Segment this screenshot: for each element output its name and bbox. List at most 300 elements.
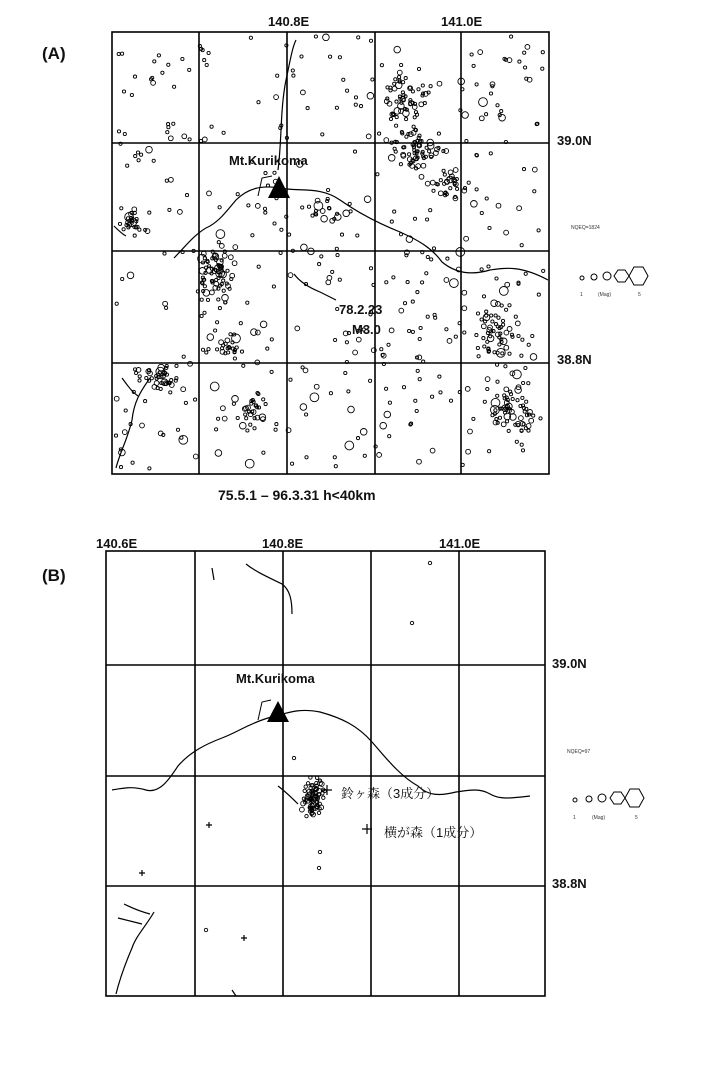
panel-a-epicenter [163, 252, 166, 255]
panel-a-epicenter [348, 202, 351, 205]
panel-a-epicenter [429, 85, 432, 88]
panel-a-epicenter [119, 466, 122, 469]
panel-a-epicenter [432, 247, 435, 250]
panel-a-epicenter [133, 75, 136, 78]
panel-a-epicenter [140, 423, 145, 428]
panel-a-epicenter [242, 364, 245, 367]
panel-a-epicenter [520, 443, 523, 446]
panel-a-epicenter [217, 241, 220, 244]
panel-a-epicenter [173, 85, 176, 88]
panel-a-epicenter [380, 422, 387, 429]
panel-a-epicenter [246, 301, 249, 304]
panel-a-epicenter [445, 328, 448, 331]
panel-a-epicenter [146, 146, 153, 153]
panel-a-epicenter [517, 206, 522, 211]
panel-a-epicenter [205, 63, 208, 66]
panel-a-epicenter [222, 131, 225, 134]
panel-a-epicenter [399, 163, 402, 166]
panel-a-epicenter [200, 314, 203, 317]
panel-b-epicenter [306, 782, 309, 785]
panel-a-epicenter [131, 461, 134, 464]
panel-a-epicenter [229, 333, 232, 336]
panel-a-epicenter [263, 207, 266, 210]
panel-a-epicenter [376, 173, 379, 176]
panel-a-epicenter [257, 265, 260, 268]
panel-a-epicenter [395, 124, 398, 127]
panel-a-epicenter [402, 81, 405, 84]
panel-b-s-tick [232, 990, 236, 996]
panel-a-epicenter [380, 348, 383, 351]
panel-a-epicenter [472, 417, 475, 420]
panel-a-epicenter [175, 364, 178, 367]
panel-a-epicenter [417, 67, 420, 70]
panel-a-epicenter [399, 233, 402, 236]
panel-a-epicenter [219, 244, 224, 249]
panel-a-epicenter [123, 132, 126, 135]
panel-a-epicenter [405, 135, 408, 138]
panel-a-epicenter [532, 167, 537, 172]
panel-a-epicenter [416, 164, 421, 169]
panel-a-epicenter [144, 400, 147, 403]
panel-a-epicenter [487, 265, 490, 268]
panel-a-boundary-lines [114, 40, 548, 468]
panel-a-epicenter [118, 222, 121, 225]
panel-a-epicenter [135, 371, 138, 374]
panel-a-epicenter [489, 152, 492, 155]
panel-a-epicenter [467, 181, 470, 184]
panel-b-sw-fault [118, 904, 150, 924]
panel-a-epicenter [520, 354, 523, 357]
panel-a-epicenter [444, 278, 449, 283]
panel-a-epicenter [465, 387, 470, 392]
panel-a-epicenter [292, 74, 295, 77]
panel-a-epicenter [393, 210, 396, 213]
panel-a-epicenter [326, 197, 329, 200]
panel-b-sw-border [116, 912, 154, 994]
panel-a-epicenter [429, 209, 432, 212]
panel-a-epicenter [498, 343, 501, 346]
panel-a-epicenter [321, 215, 328, 222]
panel-a-epicenter [413, 116, 416, 119]
panel-a-epicenter [130, 93, 133, 96]
panel-a-legend-mag1 [580, 276, 584, 280]
panel-a-epicenter [138, 375, 141, 378]
panel-a-epicenter [416, 291, 419, 294]
panel-a-epicenter [257, 101, 260, 104]
panel-a-epicenter [301, 366, 304, 369]
panel-a-epicenter [389, 328, 394, 333]
panel-a-epicenter [159, 387, 162, 390]
panel-a-epicenter [421, 163, 426, 168]
panel-a-epicenter [273, 222, 276, 225]
panel-a-epicenter [222, 253, 227, 258]
panel-a-epicenter [200, 298, 203, 301]
panel-a-epicenter [181, 387, 186, 392]
panel-a-epicenter [388, 401, 391, 404]
panel-a-epicenter [539, 417, 542, 420]
panel-a-epicenter [359, 105, 362, 108]
panel-a-epicenter [408, 153, 411, 156]
panel-a-epicenter [193, 454, 198, 459]
panel-a-epicenter [205, 351, 208, 354]
panel-b-legend-mag2 [586, 796, 592, 802]
panel-a-epicenter [253, 427, 256, 430]
panel-a-epicenter [476, 346, 479, 349]
panel-a-epicenter [476, 312, 479, 315]
panel-a-sw-fault [122, 378, 138, 396]
panel-a-epicenter [260, 321, 267, 328]
panel-b-legend-max: 5 [635, 815, 638, 821]
panel-a-epicenter [327, 188, 330, 191]
panel-a-epicenter [275, 423, 278, 426]
panel-a-epicenter [392, 276, 395, 279]
panel-a-epicenter [270, 338, 273, 341]
panel-a-epicenter [136, 151, 139, 154]
panel-a-epicenter [305, 413, 308, 416]
panel-a-epicenter [291, 69, 294, 72]
panel-a-epicenter [320, 209, 325, 214]
panel-a-legend-mag5 [629, 267, 648, 285]
panel-a-caption: 75.5.1 – 96.3.31 h<40km [218, 487, 376, 503]
panel-a-epicenter [472, 64, 475, 67]
panel-a-lat-tick-39-0: 39.0N [557, 133, 592, 148]
panel-b-prefecture-border [112, 710, 530, 798]
panel-a-epicenter [369, 39, 372, 42]
panel-a-epicenter [320, 255, 323, 258]
panel-a-epicenter [421, 281, 424, 284]
panel-a-epicenter [494, 314, 497, 317]
panel-a-epicenter [485, 197, 488, 200]
panel-a-epicenter [323, 34, 330, 41]
panel-a-epicenter [394, 46, 401, 53]
panel-a-epicenter [301, 244, 308, 251]
panel-a-epicenter [523, 51, 526, 54]
panel-a-legend-mag3 [603, 272, 611, 280]
panel-a-epicenter [475, 334, 478, 337]
panel-a-epicenter [357, 36, 360, 39]
panel-a-epicenter [262, 451, 265, 454]
panel-a-epicenter [216, 230, 225, 239]
panel-a-epicenter [176, 428, 179, 431]
panel-a-epicenter [117, 130, 120, 133]
panel-a-epicenter [475, 188, 478, 191]
panel-a-epicenter [453, 168, 458, 173]
panel-a-epicenter [354, 96, 357, 99]
panel-a-epicenter [430, 448, 435, 453]
panel-b-epicenter [322, 796, 325, 799]
panel-a-epicenter [270, 370, 273, 373]
panel-a-epicenter [274, 95, 279, 100]
panel-a-epicenter [502, 323, 505, 326]
panel-a-epicenter [203, 285, 206, 288]
panel-a-epicenter [188, 68, 191, 71]
panel-a-epicenter [419, 326, 422, 329]
panel-a-epicenter [497, 316, 500, 319]
panel-b-lon-tick-141-0: 141.0E [439, 536, 481, 551]
panel-a-epicenter [533, 190, 536, 193]
panel-a-epicenter [504, 230, 509, 235]
panel-a-epicenter [387, 343, 390, 346]
panel-a-epicenter [127, 272, 134, 279]
panel-a-epicenter [525, 400, 528, 403]
panel-a-epicenter [246, 429, 249, 432]
panel-a-legend-mag2 [591, 274, 597, 280]
panel-a-epicenter [222, 416, 227, 421]
panel-a-epicenter [169, 177, 174, 182]
panel-a-epicenter [114, 396, 119, 401]
panel-a-epicenter [511, 397, 514, 400]
panel-b-boundary-lines [112, 564, 530, 996]
panel-a-epicenter [181, 57, 184, 60]
panel-a-epicenter [353, 350, 358, 355]
panel-a-epicenter [504, 387, 509, 392]
panel-a-epicenter [307, 205, 310, 208]
panel-a-epicenter [508, 352, 511, 355]
panel-a-epicenter [245, 459, 254, 468]
panel-a-epicenter [347, 390, 350, 393]
panel-a-epicenter [232, 402, 235, 405]
panel-a-epicenter [310, 393, 319, 402]
panel-a-legend-unit: (Mag) [598, 292, 612, 298]
panel-a-epicenter [335, 106, 338, 109]
panel-a-epicenter [168, 136, 173, 141]
panel-a-epicenter [531, 334, 534, 337]
panel-b-cross-extra-3 [241, 935, 247, 941]
panel-a-epicenter [228, 255, 233, 260]
panel-a-epicenter [122, 430, 127, 435]
panel-a-epicenter [168, 208, 171, 211]
panel-a-epicenter [408, 329, 411, 332]
panel-b-epicenter [305, 814, 308, 817]
panel-b-legend-min: 1 [573, 815, 576, 821]
panel-a-epicenter [462, 290, 467, 295]
panel-a-epicenter [541, 67, 544, 70]
panel-a-epicenter [489, 92, 492, 95]
panel-a-epicenter [301, 206, 304, 209]
panel-a-epicenter [496, 203, 501, 208]
panel-a-epicenter [356, 337, 361, 342]
panel-a-epicenter [496, 104, 499, 107]
panel-a-legend [580, 267, 648, 285]
panel-a-epicenter [233, 357, 236, 360]
panel-a-epicenter [185, 194, 188, 197]
panel-a-epicenter [402, 386, 405, 389]
panel-a-epicenter [226, 269, 229, 272]
panel-a-epicenter [463, 331, 466, 334]
panel-a-epicenter [447, 339, 452, 344]
panel-a-epicenter [397, 70, 402, 75]
panel-a-epicenter [485, 310, 488, 313]
panel-a-epicenter [233, 245, 238, 250]
panel-a-epicenter [360, 429, 367, 436]
panel-a-epicenter [165, 306, 168, 309]
panel-a-epicenter [486, 340, 489, 343]
panel-a-epicenter [515, 440, 518, 443]
panel-a-epicenter [214, 329, 217, 332]
panel-a-epicenter [367, 93, 374, 100]
panel-a-epicenter [182, 134, 187, 139]
panel-a-epicenter [289, 378, 292, 381]
panel-a-epicenter [137, 159, 140, 162]
panel-a-epicenter [470, 53, 473, 56]
panel-b-epicenter [318, 850, 321, 853]
panel-a-epicenter [356, 234, 359, 237]
panel-a-epicenter [501, 319, 504, 322]
panel-b-cross-extra-1 [206, 822, 212, 828]
panel-a-epicenter [224, 342, 227, 345]
panel-a-epicenter [273, 171, 276, 174]
panel-b-station-2-label: 横が森（1成分） [384, 825, 483, 840]
panel-a-epicenter [518, 60, 521, 63]
panel-a-volcano-label: Mt.Kurikoma [229, 153, 308, 168]
panel-a-lon-tick-141-0: 141.0E [441, 14, 483, 29]
panel-a-epicenter [126, 164, 129, 167]
panel-a-epicenter [178, 210, 183, 215]
panel-a-epicenter [239, 322, 242, 325]
panel-a-epicenter [336, 254, 339, 257]
panel-a-epicenter [377, 453, 382, 458]
panel-a-epicenter [517, 334, 520, 337]
panel-a-epicenter [272, 285, 275, 288]
panel-a-epicenter [524, 272, 527, 275]
panel-a-epicenter [505, 308, 508, 311]
panel-a-epicenter [521, 449, 524, 452]
panel-a-epicenter [280, 228, 283, 231]
panel-a-epicenter [203, 311, 206, 314]
panel-a-epicenter [511, 335, 514, 338]
panel-b-legend [573, 789, 644, 807]
panel-a-epicenter [515, 321, 520, 326]
panel-a-epicenter [486, 387, 489, 390]
panel-a-epicenter [488, 450, 491, 453]
panel-a-epicenter [505, 282, 510, 287]
panel-a-epicenter [245, 417, 248, 420]
panel-a-epicenter [122, 90, 125, 93]
panel-b-border [106, 551, 545, 996]
panel-b-epicenter [317, 811, 320, 814]
panel-b-lon-tick-140-8: 140.8E [262, 536, 304, 551]
panel-a-epicenter [276, 74, 279, 77]
panel-a-epicenter [266, 347, 269, 350]
panel-a-epicenter [417, 88, 420, 91]
panel-a-epicenter [480, 268, 483, 271]
panel-a-epicenter [483, 345, 486, 348]
panel-b-epicenter [410, 621, 413, 624]
panel-a-epicenter [235, 346, 238, 349]
panel-b-legend-mag4 [610, 792, 625, 804]
panel-b-north-border [246, 564, 292, 614]
panel-a-epicenter [504, 345, 509, 350]
panel-a-epicenter [522, 381, 525, 384]
panel-b-epicenter [300, 807, 305, 812]
panel-a-epicenter [169, 391, 172, 394]
panel-a-epicenter [219, 340, 224, 345]
panel-a-epicenter [210, 290, 215, 295]
panel-a-epicenter [426, 315, 429, 318]
panel-a-epicenter [153, 60, 156, 63]
panel-a-epicenter [385, 387, 388, 390]
panel-a-epicenter [530, 354, 537, 361]
panel-b-epicenters [204, 561, 431, 931]
panel-a-epicenter [201, 348, 204, 351]
panel-a-event-date: 78.2.23 [339, 302, 383, 317]
panel-a-epicenter [369, 267, 372, 270]
panel-a-epicenter [305, 456, 308, 459]
panel-a-epicenter [496, 302, 501, 307]
panel-a-epicenter [437, 81, 442, 86]
panel-a-epicenter [206, 298, 209, 301]
panel-a-epicenter [138, 379, 141, 382]
panel-a-epicenter [335, 247, 338, 250]
panel-a-epicenter [392, 86, 397, 91]
panel-a-epicenter [203, 257, 206, 260]
panel-a-epicenter [496, 380, 499, 383]
panel-a-epicenter [412, 125, 415, 128]
panel-b-lon-tick-140-6: 140.6E [96, 536, 138, 551]
panel-b-lat-tick-39-0: 39.0N [552, 656, 587, 671]
panel-a-epicenter [315, 198, 320, 203]
panel-a-epicenter [418, 144, 421, 147]
panel-a-epicenter [418, 378, 421, 381]
panel-b-lat-tick-38-8: 38.8N [552, 876, 587, 891]
panel-a-epicenter [222, 279, 225, 282]
panel-a-epicenter [516, 399, 519, 402]
panel-b-nqeq: NQEQ=97 [567, 749, 591, 755]
panel-a-epicenter [477, 355, 480, 358]
panel-a-epicenter [450, 279, 459, 288]
panel-a-border [112, 32, 549, 474]
panel-a-epicenter [541, 51, 544, 54]
panel-a-epicenter [371, 78, 374, 81]
panel-a-epicenter [483, 400, 486, 403]
panel-a-epicenter [300, 404, 307, 411]
panel-b-volcano-marker [258, 700, 289, 722]
panel-a-lat-tick-38-8: 38.8N [557, 352, 592, 367]
panel-a-frame [112, 32, 549, 474]
panel-b-volcano-triangle [267, 701, 289, 722]
panel-a-epicenter [526, 424, 531, 429]
panel-a-epicenter [499, 114, 506, 121]
panel-a-epicenter [416, 369, 419, 372]
panel-a-epicenter [418, 337, 421, 340]
panel-a-epicenter [532, 414, 535, 417]
panel-b-legend-mag3 [598, 794, 606, 802]
panel-a-epicenter [314, 384, 319, 389]
panel-a-epicenter [437, 132, 440, 135]
panel-a-epicenter [449, 187, 452, 190]
panel-a-epicenter [184, 401, 187, 404]
panel-a-epicenter [513, 370, 522, 379]
panel-a-epicenter [479, 98, 488, 107]
panel-a-epicenter [524, 66, 527, 69]
panel-a-epicenter [524, 366, 527, 369]
panel-a-epicenter [491, 320, 494, 323]
panel-a-epicenter [426, 218, 429, 221]
panel-a-lon-tick-140-8: 140.8E [268, 14, 310, 29]
panel-a-legend-max: 5 [638, 292, 641, 298]
panel-a-epicenter [432, 189, 435, 192]
panel-a-epicenter [188, 138, 191, 141]
panel-a-epicenter [395, 100, 398, 103]
panel-a-epicenter [425, 272, 428, 275]
panel-a-epicenter [251, 234, 254, 237]
panel-a-event-magnitude: M3.0 [352, 322, 381, 337]
panel-a-epicenter [464, 236, 469, 241]
panel-b-station-markers [139, 785, 372, 941]
panel-a-epicenter [466, 449, 471, 454]
panel-a-epicenter [134, 155, 137, 158]
panel-a-epicenter [521, 338, 524, 341]
